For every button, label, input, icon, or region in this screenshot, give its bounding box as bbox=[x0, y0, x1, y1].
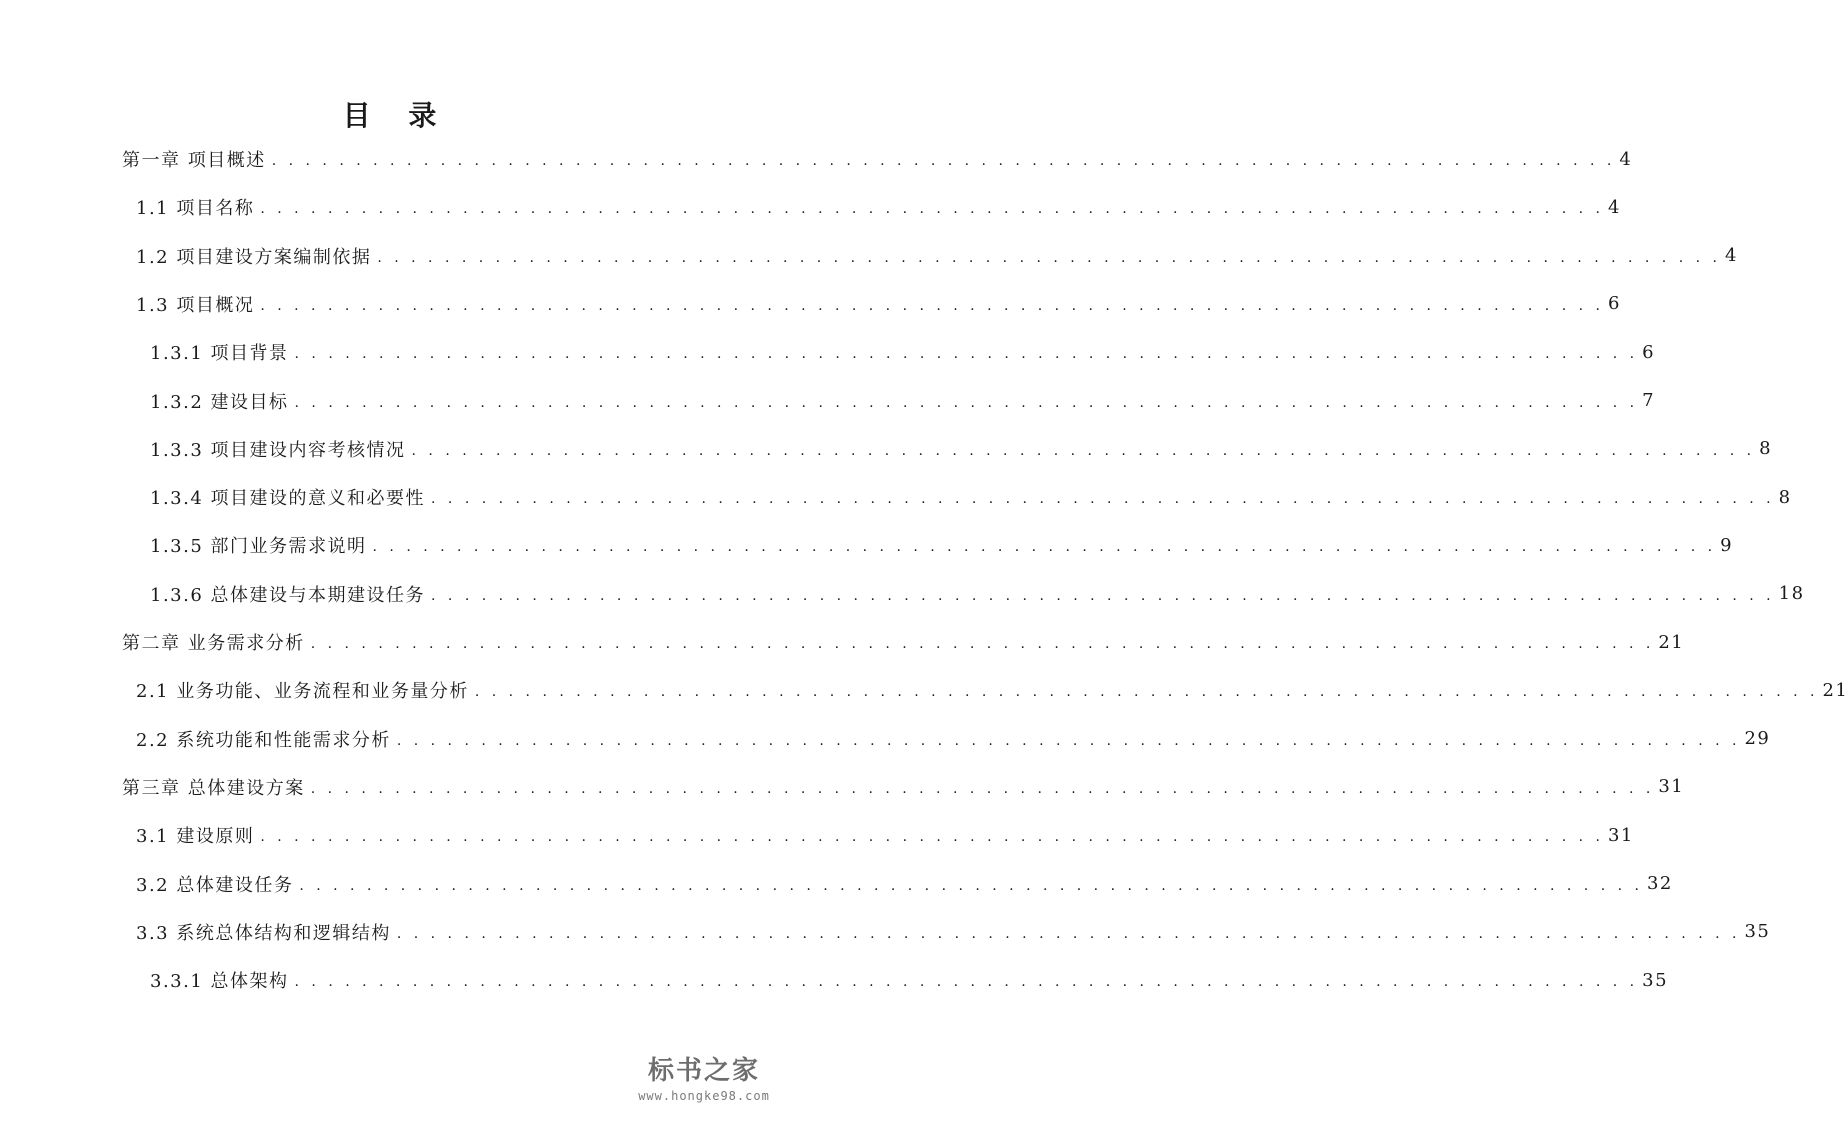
toc-entry-page-number: 35 bbox=[1744, 921, 1771, 943]
toc-leader-dots: . . . . . . . . . . . . . . . . . . . . . . . . . . . . . . . . . . . . . . . . . . . . . . . . . . . . . . . . . . . . . . . . . . . . . . . . . . . . . . . . bbox=[372, 539, 1717, 556]
toc-entry-label: 1.3.4 项目建设的意义和必要性 bbox=[150, 488, 426, 510]
watermark-brand: 标书之家 bbox=[647, 1056, 760, 1086]
toc-entry-page-number: 4 bbox=[1724, 245, 1738, 267]
toc-entry-label: 第二章 业务需求分析 bbox=[122, 633, 305, 654]
toc-entry[interactable] bbox=[150, 473, 1792, 521]
toc-leader-dots: . . . . . . . . . . . . . . . . . . . . . . . . . . . . . . . . . . . . . . . . . . . . . . . . . . . . . . . . . . . . . . . . . . . . . . . . . . . . . . . . bbox=[431, 491, 1775, 508]
toc-entry-label: 1.3.6 总体建设与本期建设任务 bbox=[150, 584, 426, 606]
toc-entry-page-number: 32 bbox=[1646, 873, 1673, 894]
toc-entry-page-number: 18 bbox=[1778, 583, 1805, 605]
toc-entry-label: 1.3.1 项目背景 bbox=[150, 343, 289, 365]
toc-entry[interactable] bbox=[150, 521, 1734, 569]
toc-leader-dots: . . . . . . . . . . . . . . . . . . . . . . . . . . . . . . . . . . . . . . . . . . . . . . . . . . . . . . . . . . . . . . . . . . . . . . . . . . . . . . . . bbox=[271, 153, 1616, 169]
toc-entry-page-number: 8 bbox=[1778, 486, 1792, 508]
toc-entry-page-number: 6 bbox=[1642, 341, 1656, 363]
toc-entry[interactable] bbox=[150, 425, 1773, 473]
toc-leader-dots: . . . . . . . . . . . . . . . . . . . . . . . . . . . . . . . . . . . . . . . . . . . . . . . . . . . . . . . . . . . . . . . . . . . . . . . . . . . . . . . . bbox=[474, 684, 1819, 701]
toc-leader-dots: . . . . . . . . . . . . . . . . . . . . . . . . . . . . . . . . . . . . . . . . . . . . . . . . . . . . . . . . . . . . . . . . . . . . . . . . . . . . . . . . bbox=[377, 249, 1721, 266]
toc-entry-page-number: 4 bbox=[1619, 148, 1633, 170]
toc-entry-label: 1.3.3 项目建设内容考核情况 bbox=[150, 439, 406, 461]
toc-leader-dots: . . . . . . . . . . . . . . . . . . . . . . . . . . . . . . . . . . . . . . . . . . . . . . . . . . . . . . . . . . . . . . . . . . . . . . . . . . . . . . . . bbox=[294, 974, 1639, 991]
watermark-logo bbox=[629, 1054, 779, 1114]
toc-entry-page-number: 21 bbox=[1658, 631, 1685, 653]
toc-entry-page-number: 9 bbox=[1720, 534, 1734, 556]
toc-entry[interactable] bbox=[150, 956, 1669, 1004]
toc-entry-page-number: 35 bbox=[1642, 969, 1669, 991]
toc-entry-label: 3.3 系统总体结构和逻辑结构 bbox=[136, 922, 391, 944]
toc-entry[interactable] bbox=[150, 377, 1656, 425]
toc-leader-dots: . . . . . . . . . . . . . . . . . . . . . . . . . . . . . . . . . . . . . . . . . . . . . . . . . . . . . . . . . . . . . . . . . . . . . . . . . . . . . . . . bbox=[310, 780, 1655, 797]
toc-entry-label: 1.2 项目建设方案编制依据 bbox=[136, 246, 372, 268]
toc-entry-page-number: 7 bbox=[1642, 390, 1656, 411]
toc-entry-page-number: 6 bbox=[1607, 293, 1621, 315]
toc-entry-label: 1.3.2 建设目标 bbox=[150, 391, 289, 413]
toc-entry-label: 3.1 建设原则 bbox=[136, 826, 255, 848]
toc-leader-dots: . . . . . . . . . . . . . . . . . . . . . . . . . . . . . . . . . . . . . . . . . . . . . . . . . . . . . . . . . . . . . . . . . . . . . . . . . . . . . . . . bbox=[299, 877, 1643, 894]
toc-entry-label: 1.3 项目概况 bbox=[136, 294, 255, 316]
toc-entry-label: 1.1 项目名称 bbox=[136, 198, 255, 220]
toc-entry[interactable] bbox=[150, 570, 1805, 618]
toc-entry-page-number: 31 bbox=[1658, 776, 1685, 798]
toc-entry[interactable] bbox=[136, 666, 1848, 714]
watermark-url: www.hongke98.com bbox=[638, 1089, 770, 1103]
toc-entry-label: 第一章 项目概述 bbox=[122, 150, 266, 171]
toc-entry-label: 第三章 总体建设方案 bbox=[122, 777, 305, 799]
page-title: 目 录 bbox=[342, 99, 451, 132]
toc-entry-label: 2.2 系统功能和性能需求分析 bbox=[136, 729, 391, 751]
toc-leader-dots: . . . . . . . . . . . . . . . . . . . . . . . . . . . . . . . . . . . . . . . . . . . . . . . . . . . . . . . . . . . . . . . . . . . . . . . . . . . . . . . . bbox=[260, 297, 1604, 314]
toc-entry-page-number: 29 bbox=[1744, 728, 1771, 750]
toc-entry[interactable] bbox=[122, 135, 1633, 183]
toc-entry[interactable] bbox=[136, 811, 1634, 859]
toc-entry[interactable] bbox=[122, 763, 1685, 811]
toc-entry[interactable] bbox=[136, 908, 1771, 956]
toc-leader-dots: . . . . . . . . . . . . . . . . . . . . . . . . . . . . . . . . . . . . . . . . . . . . . . . . . . . . . . . . . . . . . . . . . . . . . . . . . . . . . . . . bbox=[294, 394, 1639, 411]
toc-entry-page-number: 8 bbox=[1759, 438, 1773, 460]
toc-entry-label: 1.3.5 部门业务需求说明 bbox=[150, 536, 367, 558]
toc-leader-dots: . . . . . . . . . . . . . . . . . . . . . . . . . . . . . . . . . . . . . . . . . . . . . . . . . . . . . . . . . . . . . . . . . . . . . . . . . . . . . . . . bbox=[260, 829, 1604, 846]
toc-leader-dots: . . . . . . . . . . . . . . . . . . . . . . . . . . . . . . . . . . . . . . . . . . . . . . . . . . . . . . . . . . . . . . . . . . . . . . . . . . . . . . . . bbox=[294, 346, 1639, 363]
toc-entry[interactable] bbox=[150, 328, 1656, 376]
toc-entry[interactable] bbox=[136, 715, 1771, 763]
toc-entry-label: 3.3.1 总体架构 bbox=[150, 971, 289, 993]
toc-entry[interactable] bbox=[136, 860, 1673, 908]
toc-entry-page-number: 31 bbox=[1607, 824, 1634, 846]
toc-entry[interactable] bbox=[136, 183, 1621, 231]
toc-entry-label: 2.1 业务功能、业务流程和业务量分析 bbox=[136, 681, 469, 703]
toc-leader-dots: . . . . . . . . . . . . . . . . . . . . . . . . . . . . . . . . . . . . . . . . . . . . . . . . . . . . . . . . . . . . . . . . . . . . . . . . . . . . . . . . bbox=[411, 442, 1756, 459]
toc-leader-dots: . . . . . . . . . . . . . . . . . . . . . . . . . . . . . . . . . . . . . . . . . . . . . . . . . . . . . . . . . . . . . . . . . . . . . . . . . . . . . . . . bbox=[260, 201, 1604, 218]
toc-entry[interactable] bbox=[136, 280, 1621, 328]
toc-leader-dots: . . . . . . . . . . . . . . . . . . . . . . . . . . . . . . . . . . . . . . . . . . . . . . . . . . . . . . . . . . . . . . . . . . . . . . . . . . . . . . . . bbox=[310, 636, 1655, 652]
toc-entry-label: 3.2 总体建设任务 bbox=[136, 874, 294, 896]
toc-leader-dots: . . . . . . . . . . . . . . . . . . . . . . . . . . . . . . . . . . . . . . . . . . . . . . . . . . . . . . . . . . . . . . . . . . . . . . . . . . . . . . . . bbox=[431, 587, 1775, 604]
toc-leader-dots: . . . . . . . . . . . . . . . . . . . . . . . . . . . . . . . . . . . . . . . . . . . . . . . . . . . . . . . . . . . . . . . . . . . . . . . . . . . . . . . . bbox=[396, 925, 1741, 942]
toc-entry[interactable] bbox=[136, 232, 1738, 280]
toc-leader-dots: . . . . . . . . . . . . . . . . . . . . . . . . . . . . . . . . . . . . . . . . . . . . . . . . . . . . . . . . . . . . . . . . . . . . . . . . . . . . . . . . bbox=[396, 732, 1741, 749]
toc-entry-page-number: 4 bbox=[1607, 196, 1621, 218]
toc-entry-page-number: 21 bbox=[1822, 679, 1848, 701]
toc-entry[interactable] bbox=[122, 618, 1685, 666]
